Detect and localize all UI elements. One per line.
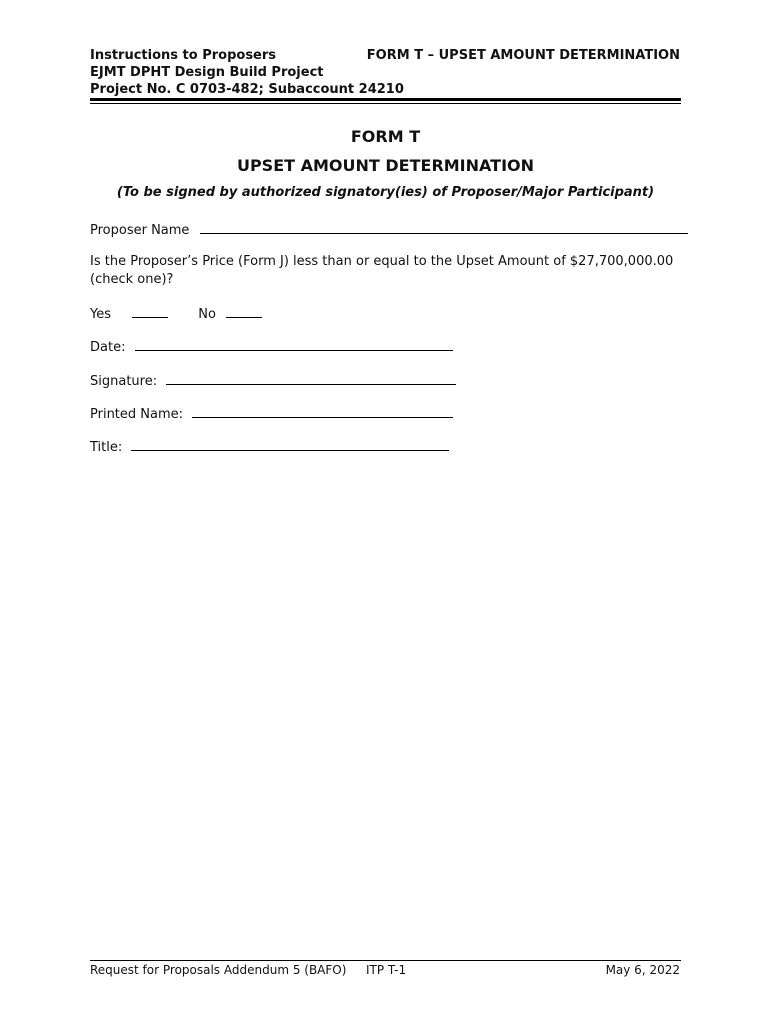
date-field[interactable] (135, 337, 453, 351)
date-label: Date: (90, 340, 126, 355)
header-left (90, 47, 404, 98)
no-check-field[interactable] (226, 304, 262, 318)
proposer-name-label: Proposer Name (90, 223, 190, 238)
header-project-number: Project No. C 0703-482; Subaccount 24210 (90, 82, 404, 97)
printed-name-field[interactable] (192, 404, 453, 418)
date-row (90, 337, 453, 355)
footer-rule (90, 960, 681, 961)
footer-page-number: ITP T-1 (366, 963, 407, 977)
form-subtitle: UPSET AMOUNT DETERMINATION (236, 156, 535, 175)
signature-label: Signature: (90, 374, 158, 389)
printed-name-row (90, 404, 453, 422)
header-project-name: EJMT DPHT Design Build Project (90, 65, 324, 80)
footer-date: May 6, 2022 (605, 963, 680, 977)
form-instruction: (To be signed by authorized signatory(ies) of Proposer/Major Participant) (116, 185, 655, 200)
yes-check-field[interactable] (132, 304, 168, 318)
yes-no-row (90, 304, 262, 322)
header-section-title: Instructions to Proposers (90, 48, 277, 63)
proposer-name-field[interactable] (200, 220, 688, 234)
printed-name-label: Printed Name: (90, 407, 184, 422)
title-row (90, 437, 449, 455)
header-rule-thick (90, 98, 681, 101)
no-label: No (198, 307, 216, 322)
title-label: Title: (90, 440, 123, 455)
price-question: Is the Proposer’s Price (Form J) less than or equal to the Upset Amount of $27,700,000.00 (check one)? (90, 254, 674, 287)
header-rule-thin (90, 103, 681, 104)
form-title: FORM T (350, 127, 421, 146)
footer-document-name: Request for Proposals Addendum 5 (BAFO) (90, 963, 347, 977)
proposer-name-row (90, 220, 688, 238)
header-form-title: FORM T – UPSET AMOUNT DETERMINATION (366, 48, 680, 63)
title-field[interactable] (131, 437, 449, 451)
signature-field[interactable] (166, 371, 456, 385)
signature-row (90, 371, 456, 389)
yes-label: Yes (90, 307, 111, 322)
